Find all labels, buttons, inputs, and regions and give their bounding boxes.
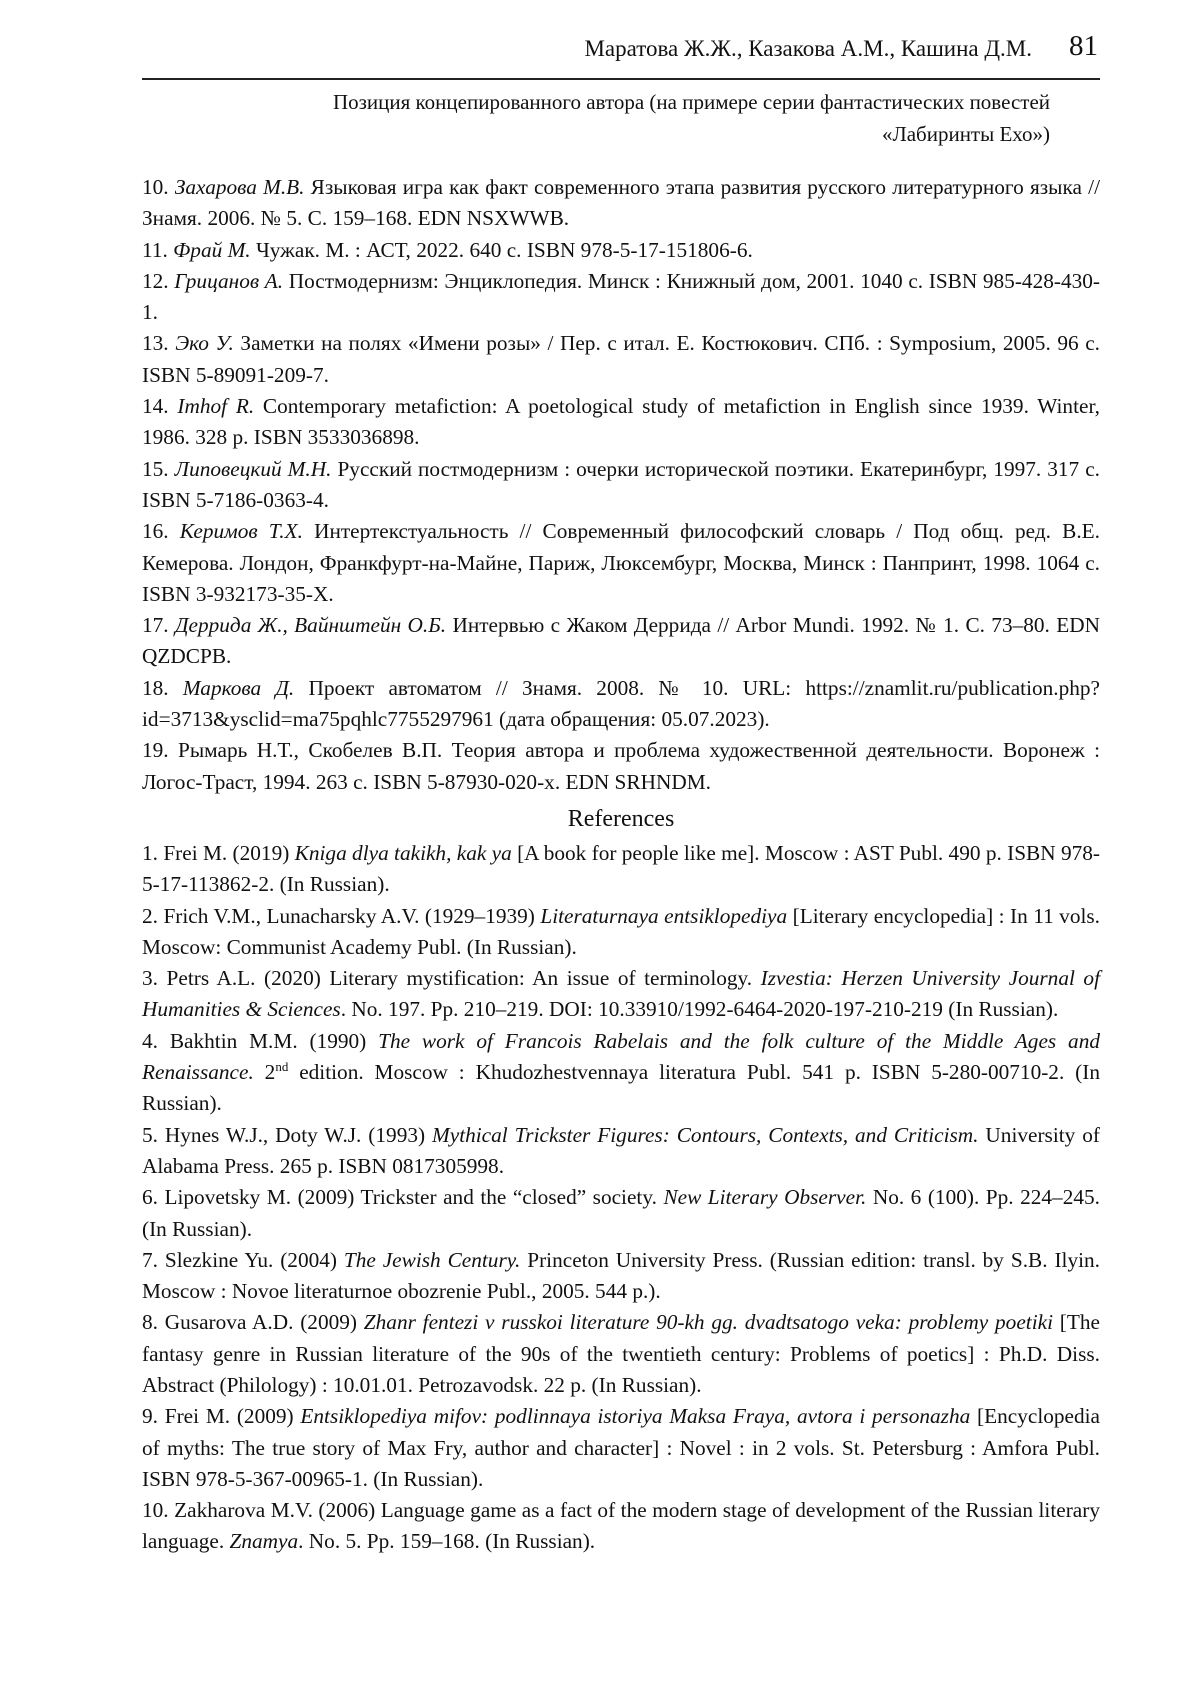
literature-entry: 18. Маркова Д. Проект автоматом // Знамя. 2008. № 10. URL: https://znamlit.ru/publication.php?id=3713&ysclid=ma75pqhlc7755297961 (дата обращения: 05.07.2023). [142,675,1101,732]
reference-entry: 6. Lipovetsky M. (2009) Trickster and the “closed” society. New Literary Observer. No. 6 (100). Pp. 224–245. (In Russian). [142,1185,1100,1241]
literature-entry: 14. Imhof R. Contemporary metafiction: A poetological study of metafiction in English since 1939. Winter, 1986. 328 p. ISBN 3533036898. [142,394,1101,450]
bibliography [142,172,1100,1558]
subtitle-line-1: Позиция концепированного автора (на примере серии фантастических повестей [332,90,1050,114]
reference-entry: 8. Gusarova A.D. (2009) Zhanr fentezi v russkoi literature 90-kh gg. dvadtsatogo veka: problemy poetiki [The fantasy genre in Russian literature of the 90s of the twentieth century: Problems of poetics] : Ph.D. Diss. Abstract (Philology) : 10.01.01. Petrozavodsk. 22 p. (In Russian). [142,1310,1100,1397]
literature-entry: 16. Керимов Т.Х. Интертекстуальность // Современный философский словарь / Под общ. ред. В.Е. Кемерова. Лондон, Франкфурт-на-Майне, Париж, Люксембург, Москва, Минск : Панпринт, 1998. 1064 с. ISBN 3-932173-35-X. [142,519,1100,606]
references-heading: References [567,805,675,832]
header-authors: Маратова Ж.Ж., Казакова А.М., Кашина Д.М. [584,36,1032,61]
reference-entry: 2. Frich V.M., Lunacharsky A.V. (1929–1939) Literaturnaya entsiklopediya [Literary encyclopedia] : In 11 vols. Moscow: Communist Academy Publ. (In Russian). [142,903,1101,959]
literature-entry: 12. Грицанов А. Постмодернизм: Энциклопедия. Минск : Книжный дом, 2001. 1040 с. ISBN 985-428-430-1. [142,268,1100,325]
literature-list [142,172,1100,798]
literature-entry: 11. Фрай М. Чужак. М. : АСТ, 2022. 640 с. ISBN 978-5-17-151806-6. [142,237,753,262]
subtitle-line-2: «Лабиринты Ехо») [881,122,1050,146]
references-list [142,838,1100,1558]
reference-entry: 1. Frei M. (2019) Kniga dlya takikh, kak ya [A book for people like me]. Moscow : AST Publ. 490 p. ISBN 978-5-17-113862-2. (In Russian). [142,840,1101,897]
reference-entry: 3. Petrs A.L. (2020) Literary mystification: An issue of terminology. Izvestia: Herzen University Journal of Humanities & Sciences. No. 197. Pp. 210–219. DOI: 10.33910/1992-6464-2020-197-210-219 (In Russian). [142,966,1100,1022]
page-number: 81 [1069,30,1098,62]
reference-entry: 10. Zakharova M.V. (2006) Language game as a fact of the modern stage of development of the Russian literary language. Znamya. No. 5. Pp. 159–168. (In Russian). [142,1498,1100,1554]
running-header [142,28,1100,80]
reference-entry: 9. Frei M. (2009) Entsiklopediya mifov: podlinnaya istoriya Maksa Fraya, avtora i personazha [Encyclopedia of myths: The true story of Max Fry, author and character] : Novel : in 2 vols. St. Petersburg : Amfora Publ. ISBN 978-5-367-00965-1. (In Russian). [142,1404,1101,1491]
reference-entry: 5. Hynes W.J., Doty W.J. (1993) Mythical Trickster Figures: Contours, Contexts, and Criticism. University of Alabama Press. 265 p. ISBN 0817305998. [142,1122,1100,1178]
literature-entry: 17. Деррида Ж., Вайнштейн О.Б. Интервью с Жаком Деррида // Arbor Mundi. 1992. № 1. С. 73–80. EDN QZDCPB. [142,613,1100,669]
literature-entry: 19. Рымарь Н.Т., Скобелев В.П. Теория автора и проблема художественной деятельности. Воронеж : Логос-Траст, 1994. 263 с. ISBN 5-87930-020-х. EDN SRHNDM. [142,738,1100,794]
reference-entry: 7. Slezkine Yu. (2004) The Jewish Century. Princeton University Press. (Russian edition: transl. by S.B. Ilyin. Moscow : Novoe literaturnoe obozrenie Publ., 2005. 544 p.). [142,1247,1100,1304]
reference-entry: 4. Bakhtin M.M. (1990) The work of Francois Rabelais and the folk culture of the Middle Ages and Renaissance. 2nd edition. Moscow : Khudozhestvennaya literatura Publ. 541 p. ISBN 5-280-00710-2. (In Russian). [142,1028,1100,1116]
literature-entry: 15. Липовецкий М.Н. Русский постмодернизм : очерки исторической поэтики. Екатеринбург, 1997. 317 с. ISBN 5-7186-0363-4. [142,456,1100,512]
literature-entry: 13. Эко У. Заметки на полях «Имени розы» / Пер. с итал. Е. Костюкович. СПб. : Symposium, 2005. 96 с. ISBN 5-89091-209-7. [142,331,1100,387]
article-subtitle [150,86,1050,150]
literature-entry: 10. Захарова М.В. Языковая игра как факт современного этапа развития русского литературного языка // Знамя. 2006. № 5. С. 159–168. EDN NSXWWB. [142,175,1100,231]
